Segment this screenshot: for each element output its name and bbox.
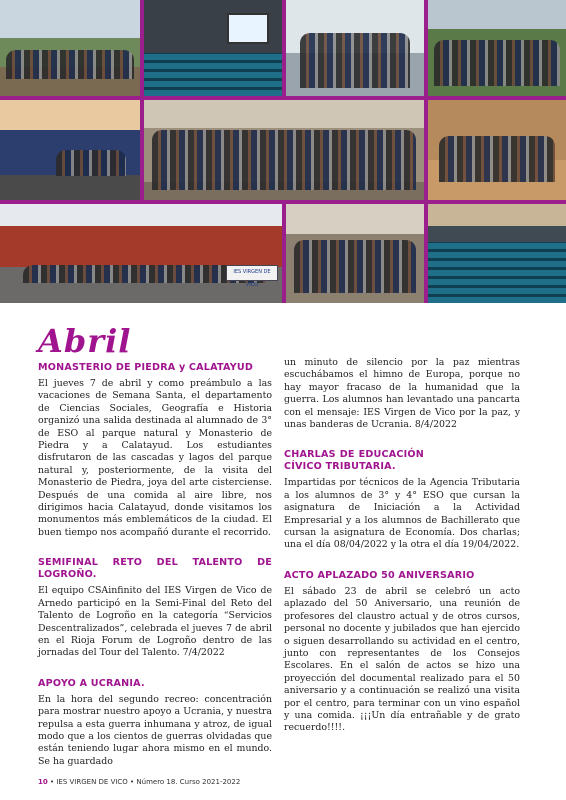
section-heading-ucrania: APOYO A UCRANIA. (38, 677, 145, 689)
section-heading-semifinal: SEMIFINAL RETO DEL TALENTO DE LOGROÑO. (38, 557, 272, 581)
section-text-aniversario: El sábado 23 de abril se celebró un acto aplazado del 50 Aniversario, una reunión de profesores del claustro actual y de otros cursos, personal no docente y jubilados que han ejercido o siguen desarrollando su actividad en el centro, junto con representantes de los Consejos Escolares. En el salón de actos se hizo una proyección del documental realizado para el 50 aniversario y a continuación se realizó una visita por el centro, para terminar con un vino español y una comida. ¡¡¡Un día entrañable y de grato recuerdo!!!!. (284, 585, 520, 734)
photo-group-standing (286, 0, 424, 96)
photo-collage (0, 0, 566, 303)
photo-first-aid (428, 100, 566, 200)
photo-guests-corridor (286, 204, 424, 303)
section-heading-charlas: CHARLAS DE EDUCACIÓN CÍVICO TRIBUTARIA. (284, 449, 424, 473)
peace-banner (226, 265, 279, 289)
page-number: 10 (38, 778, 48, 786)
photo-auditorium (144, 0, 282, 96)
banner-text: IES VIRGEN DE VICO (233, 269, 271, 289)
photo-forum-stage (0, 100, 140, 200)
section-text-semifinal: El equipo CSAinfinito del IES Virgen de Vico de Arnedo participó en la Semi-Final del Reto del Talento de Logroño en la categoría “Servicios Descentralizados”, celebrada el jueves 7 de abril en el Rioja Forum de Logroño dentro de las jornadas del Tour del Talento. 7/4/2022 (38, 585, 272, 659)
left-column (38, 362, 272, 774)
page-footer (38, 778, 240, 786)
photo-students-park (0, 0, 140, 96)
section-heading-monasterio: MONASTERIO DE PIEDRA y CALATAYUD (38, 362, 254, 373)
section-text-ucrania: En la hora del segundo recreo: concentración para mostrar nuestro apoyo a Ucrania, y nuestra repulsa a esta guerra inhumana y atroz, de igual modo que a los cientos de guerras olvidadas que están teniendo lugar ahora mismo en el mundo. Se ha guardado (38, 693, 272, 767)
section-text-ucrania-continued: un minuto de silencio por la paz mientras escuchábamos el himno de Europa, porque no hay mayor fracaso de la humanidad que la guerra. Los alumnos han levantado una pancarta con el mensaje: IES Virgen de Vico por la paz, y unas banderas de Ucrania. 8/4/2022 (284, 357, 520, 431)
footer-separator: • (47, 778, 57, 786)
section-text-charlas: Impartidas por técnicos de la Agencia Tributaria a los alumnos de 3° y 4° ESO que cursan la asignatura de Iniciación a la Actividad Empresarial y a los alumnos de Bachillerato que cursan la asignatura de Economía. Dos charlas; una el día 08/04/2022 y la otra el día 19/04/2022. (284, 477, 520, 551)
section-heading-aniversario: ACTO APLAZADO 50 ANIVERSARIO (284, 569, 475, 581)
section-text-monasterio: El jueves 7 de abril y como preámbulo a las vacaciones de Semana Santa, el departamento de Ciencias Sociales, Geografía e Historia organizó una salida destinada al alumnado de 3° de ESO al parque natural y Monasterio de Piedra y a Calatayud. Los estudiantes disfrutaron de las cascadas y lagos del parque natural y, posteriormente, de la visita del Monasterio de Piedra, joya del arte cisterciense. Después de una comida al aire libre, nos dirigimos hacia Calatayud, donde visitamos los monumentos más emblemáticos de la ciudad. El buen tiempo nos acompañó durante el recorrido. (38, 378, 272, 538)
photo-school-building (0, 204, 282, 303)
right-column (284, 357, 520, 741)
page-title: Abril (38, 322, 132, 360)
photo-students-grass (428, 0, 566, 96)
photo-teachers-group (144, 100, 424, 200)
photo-hall-screening (428, 204, 566, 303)
footer-text: IES VIRGEN DE VICO • Número 18. Curso 2021-2022 (56, 778, 241, 786)
